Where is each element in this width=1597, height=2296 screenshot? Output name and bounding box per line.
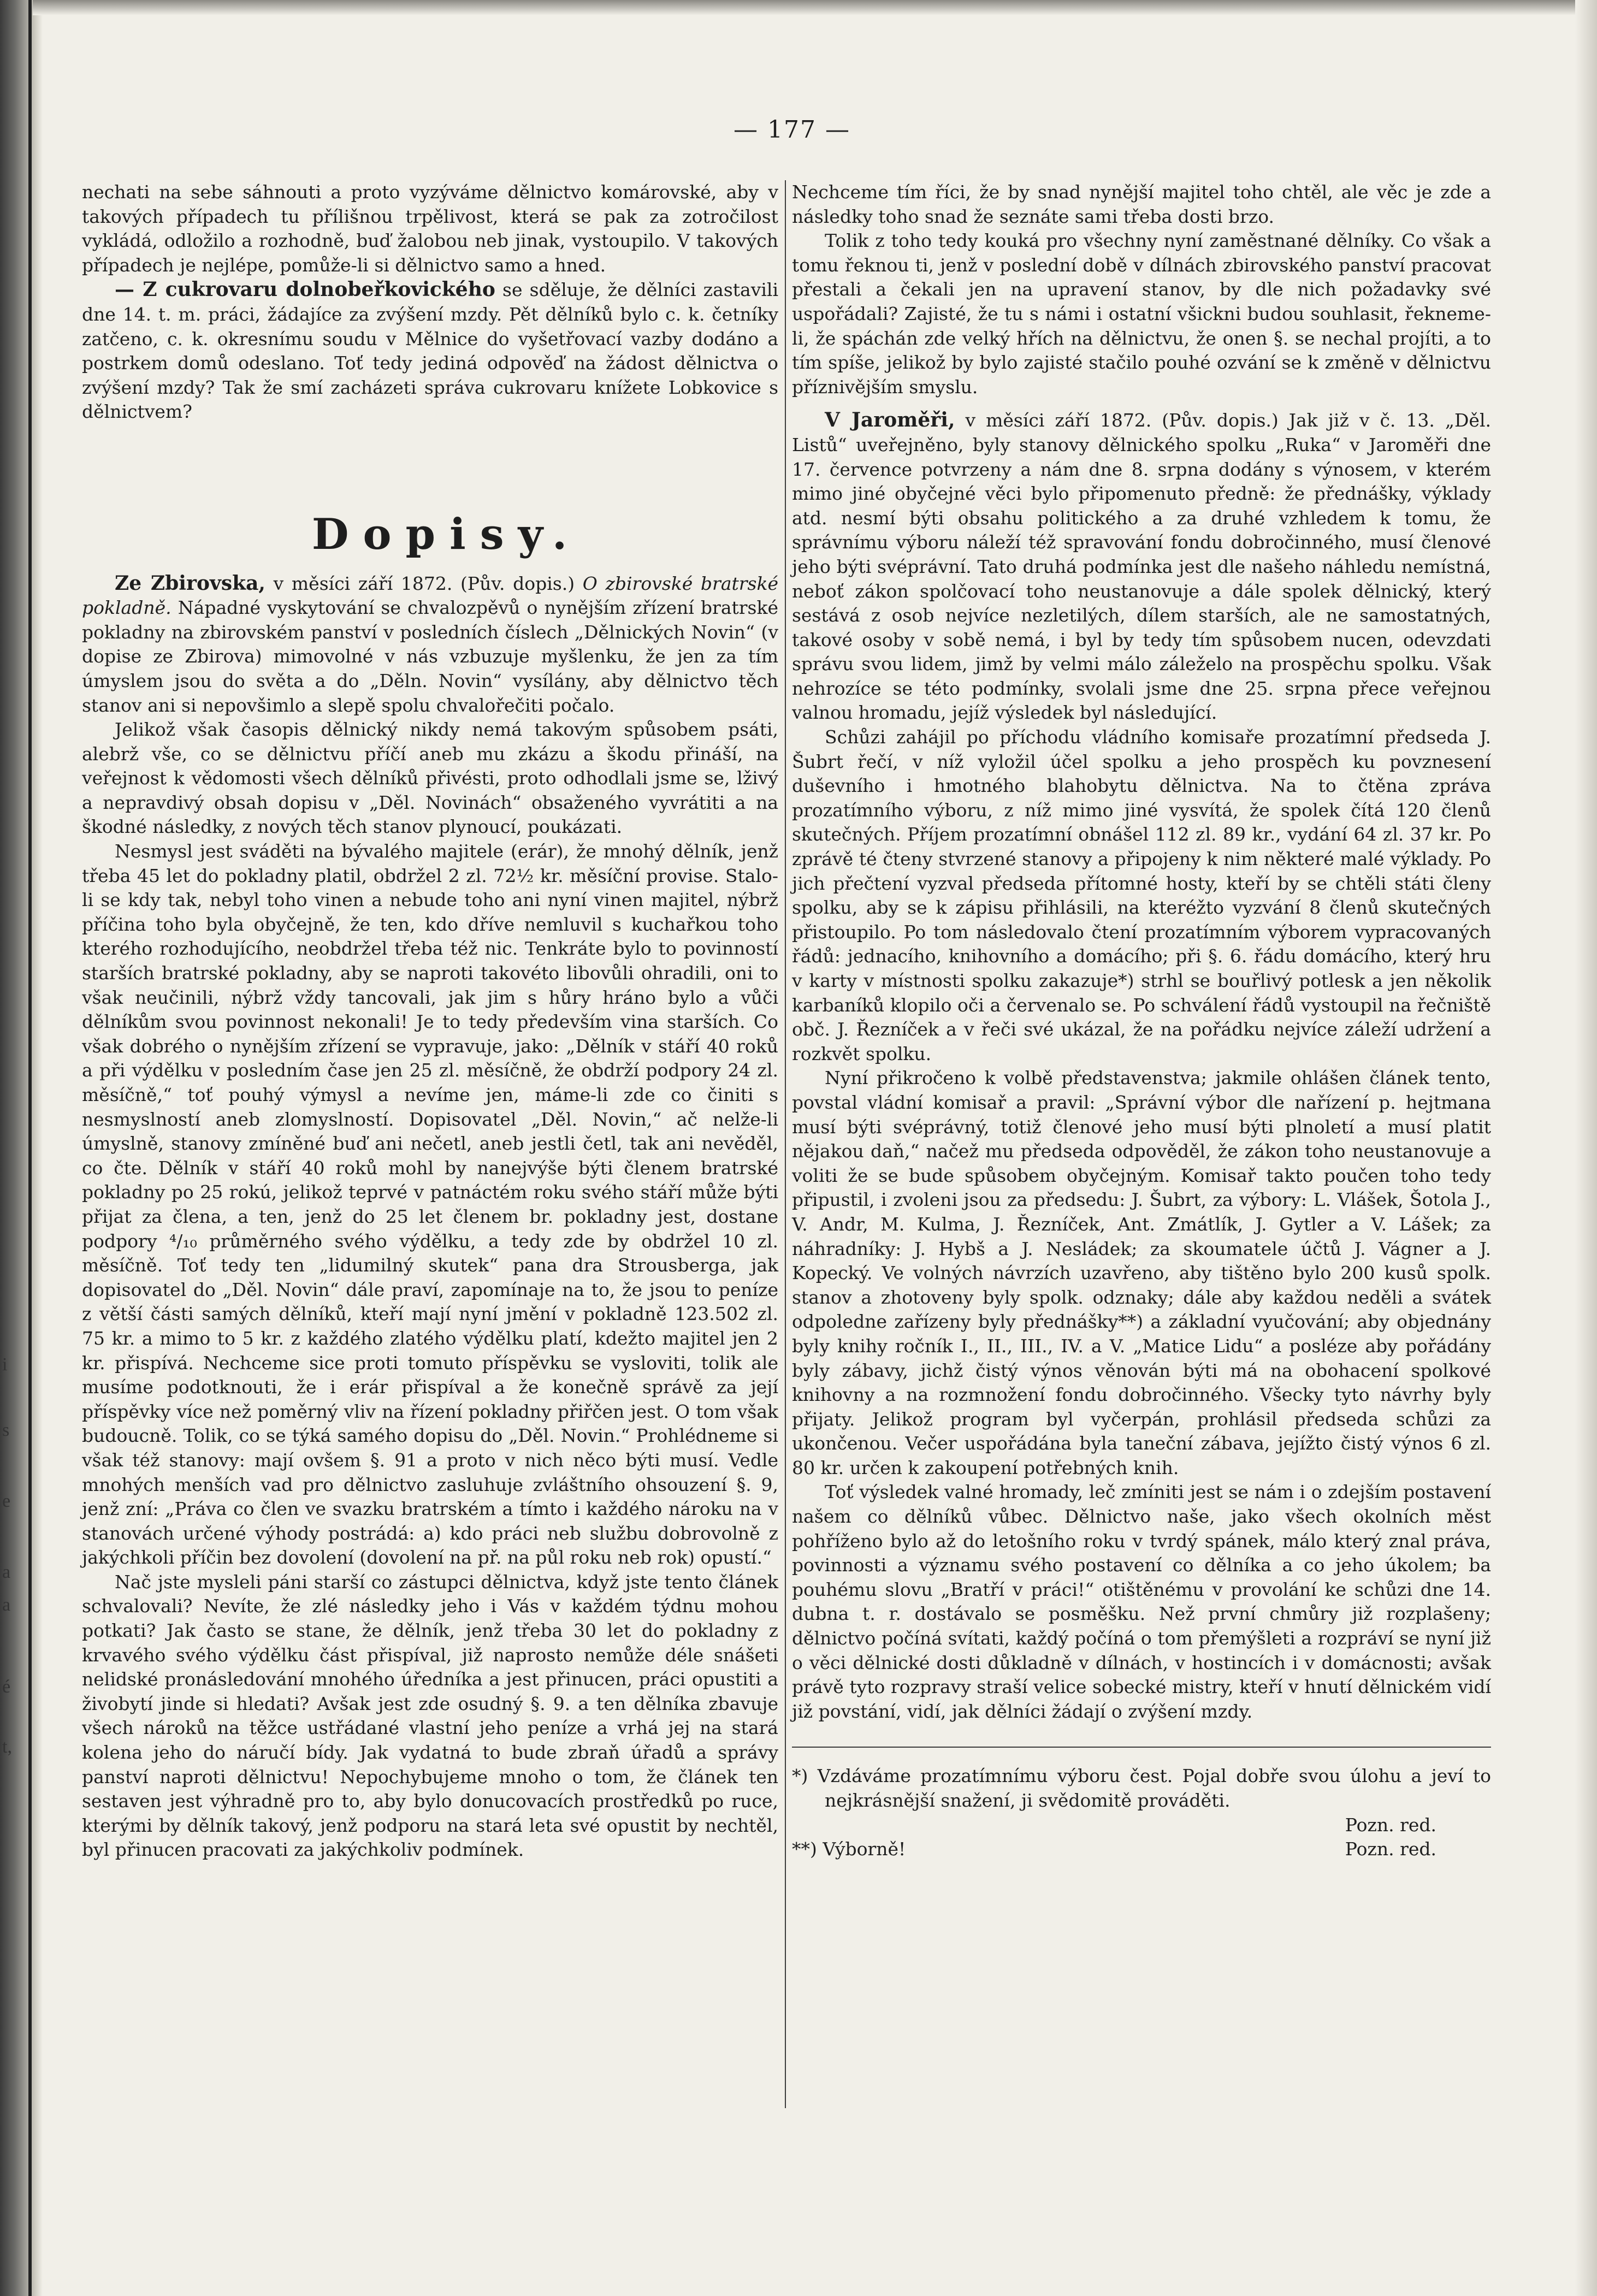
paragraph: Jelikož však časopis dělnický nikdy nemá takovým spůsobem psáti, alebrž vše, co se dělnictvu příčí aneb mu zkázu a škodu přináší, na veřejnost k vědomosti všech dělníků přivésti, proto odhodlali jsme se, lživý a nepravdivý obsah dopisu v „Děl. Novinách“ obsaženého vyvrátiti a na škodné následky, z nových těch stanov plynoucí, poukázati. [82,719,778,838]
margin-letter: a [2,1562,11,1582]
paragraph: Schůzi zahájil po příchodu vládního komisaře prozatímní předseda J. Šubrt řečí, v níž vyložil účel spolku a jeho prospěch ku povznesení duševního i hmotného blahobytu dělnictva. Na to čtěna zpráva prozatímního výboru, z níž mimo jiné vysvítá, že spolek čítá 120 členů skutečných. Příjem prozatímní obnášel 112 zl. 89 kr., vydání 64 zl. 37 kr. Po zprávě té čteny stvrzené stanovy a připojeny k nim některé malé výklady. Po jich přečtení vyzval předseda přítomné hosty, kteří by se chtěli státi členy spolku, aby se k zápisu přihlásili, na kteréžto vyzvání 8 členů skutečných přistoupilo. Po tom následovalo čtení prozatímním výborem vypracovaných řádů: jednacího, knihovního a domácího; při §. 6. řádu domácího, který hru v karty v místnosti spolku zakazuje*) strhl se bouřlivý potlesk a jen několik karbaníků klopilo oči a červenalo se. Po schválení řádů vystoupil na řečniště obč. J. Řezníček a v řeči své ukázal, že na pořádku nejvíce záleží udržení a rozkvět spolku. [792,726,1491,1064]
book-spine-shadow [0,0,43,2296]
margin-letter: i [2,1354,8,1375]
paragraph: Tolik z toho tedy kouká pro všechny nyní zaměstnané dělníky. Co však a tomu řeknou ti, jenž v poslední době v dílnách zbirovského panství pracovat přestali a čekali jen na upravení stanov, by dle nich požadavky své uspořádali? Zajisté, že tu s námi i ostatní všickni budou souhlasit, řekneme-li, že spáchán zde velký hřích na dělnictvu, že onen §. se nechal projíti, a to tím spíše, jelikož by bylo zajisté stačilo pouhé ozvání se k změně v dělnictvu příznivějším smyslu. [792,230,1491,398]
article-text: se sděluje, že dělníci zastavili dne 14. t. m. práci, žádajíce za zvýšení mzdy. Pět dělníků bylo c. k. četníky zatčeno, c. k. okresnímu soudu v Mělnice do vyšetřovací vazby dodáno a postrkem domů odeslano. Toť tedy jediná odpověď na žádost dělnictva o zvýšení mzdy? Tak že smí zacházeti správa cukrovaru knížete Lobkovice s dělnictvem? [82,279,778,423]
paragraph: nechati na sebe sáhnouti a proto vyzýváme dělnictvo komárovské, aby v takových případech tu přílišnou trpělivost, která se pak za zotročilost vykládá, odložilo a rozhodně, buď žalobou neb jinak, vystoupilo. V takových případech je nejlépe, pomůže-li si dělnictvo samo a hned. [82,181,778,276]
margin-letter: e [2,1491,11,1511]
footnote-row [792,1837,1491,1862]
footnote: *) Vzdáváme prozatímnímu výboru čest. Pojal dobře svou úlohu a jeví to nejkrásnější snažení, ji svědomitě prováděti. [792,1765,1491,1811]
book-spine-line [28,0,32,2296]
page-number: — 177 — [734,116,850,144]
article-heading: Ze Zbirovska, [115,571,265,595]
article-heading: — Z cukrovaru dolnobeřkovického [115,278,495,301]
footnotes [792,1764,1491,1861]
article-subtitle: O zbirovské bratrské pokladně. [82,572,779,619]
right-column [792,180,1491,1862]
top-edge-shadow [33,0,1597,15]
section-title: Dopisy. [311,509,582,559]
article-text: v měsíci září 1872. (Pův. dopis.) Jak již v č. 13. „Děl. Listů“ uveřejněno, byly stanovy dělnického spolku „Ruka“ v Jaroměři dne 17. července potvrzeny a nám dne 8. srpna dodány s výnosem, v kterém mimo jiné obyčejné věci bylo připomenuto předně: že přednášky, výklady atd. nesmí býti obsahu politického a za druhé vzhledem k tomu, že správnímu výboru náleží též spravování fondu dobročinného, musí členové jeho býti svéprávní. Tato druhá podmínka jest dle našeho náhledu nemístná, neboť zákon spolčovací toho neustanovuje a dále spolek dělnický, který sestává z osob nejvíce nezletilých, dílem starších, ale ne samostatných, takové osoby v sobě nemá, i byl by tedy tím spůsobem nucen, odevzdati správu svou lidem, jimž by velmi málo záleželo na prospěchu spolku. Však nehrozíce se této podmínky, svolali jsme dne 25. srpna přece veřejnou valnou hromadu, jejíž výsledek byl následující. [792,410,1491,724]
paragraph-zbirovsko [82,571,778,718]
paragraph-cukrovar [82,277,778,424]
paragraph: Nyní přikročeno k volbě představenstva; jakmile ohlášen článek tento, povstal vládní komisař a pravil: „Správní výbor dle nařízení p. hejtmana musí býti svéprávný, totiž členové jeho musí býti plnoletí a musí platit nějakou daň,“ načež mu předseda odpověděl, že zákon toho neustanovuje a voliti že se bude spůsobem obyčejným. Komisař takto poučen toho tedy připustil, i zvoleni jsou za předsedu: J. Šubrt, za výbory: L. Vlášek, Šotola J., V. Andr, M. Kulma, J. Řezníček, Ant. Zmátlík, J. Gytler a V. Lášek; za náhradníky: J. Hybš a J. Nesládek; za skoumatele účtů J. Vágner a J. Kopecký. Ve volných návrzích uzavřeno, aby tištěno bylo 200 kusů spolk. stanov a zhotoveny byly spolk. odznaky; dále aby každou neděli a svátek odpoledne zařízeny byly přednášky**) a základní vyučování; aby objednány byly knihy ročník I., II., III., IV. a V. „Matice Lidu“ a posléze aby pořádány byly zábavy, jichž čistý výnos věnován býti má na obohacení spolkové knihovny a na rozmnožení fondu dobročinného. Všecky tyto návrhy byly přijaty. Jelikož program byl vyčerpán, prohlásil předseda schůzi za ukončenou. Večer uspořádána byla taneční zábava, jejížto čistý výnos 6 zl. 80 kr. určen k zakoupení potřebných knih. [792,1067,1491,1478]
footnote-signature: Pozn. red. [1345,1838,1436,1860]
margin-letter: é [2,1677,11,1697]
footnote: **) Výborně! [792,1838,906,1860]
article-dateline: v měsíci září 1872. (Pův. dopis.) [273,572,575,594]
paragraph: Nechceme tím říci, že by snad nynější majitel toho chtěl, ale věc je zde a následky toho snad že seznáte sami třeba dosti brzo. [792,181,1491,227]
margin-letter: s [2,1420,10,1440]
margin-letter: t, [2,1737,12,1757]
paragraph: Nač jste mysleli páni starší co zástupci dělnictva, když jste tento článek schvalovali? Nevíte, že zlé následky jeho i Vás v každém týdnu mohou potkati? Jak často se stane, že dělník, jenž třeba 30 let do pokladny z krvavého svého výdělku část přispíval, již naprosto nemůže déle snášeti nelidské pronásledování mnohého úředníka a jest přinucen, práci opustiti a živobytí jinde si hledati? Avšak jest zde osudný §. 9. a ten dělníka zbavuje všech nároků na těžce ustřádané vlastní jeho peníze a vrhá jej na stará kolena jeho do náručí bídy. Jak vydatná to bude zbraň úřadů a správy panství naproti dělnictvu! Nepochybujeme mnoho o tom, že článek ten sestaven jest výhradně pro to, aby bylo donucovacích prostředků po ruce, kterými by dělník takový, jenž podporu na stará leta své opustit by nechtěl, byl přinucen pracovati za jakýchkoliv podmínek. [82,1571,778,1861]
paragraph: Toť výsledek valné hromady, leč zmíniti jest se nám i o zdejším postavení našem co dělníků vůbec. Dělnictvo naše, jako všech okolních měst pohříženo bylo až do letošního roku v tvrdý spánek, málo který znal práva, povinnosti a významu svého postavení co dělníka a co jeho úkolem; ba pouhému slovu „Bratří v práci!“ otištěnému v provolání ke schůzi dne 14. dubna t. r. dostávalo se posměšku. Než první chmůry již rozplašeny; dělnictvo počíná svítati, každý počíná o tom přemýšleti a rozpráví se nyní již o věci dělnické dosti důkladně v dílnách, v hostincích i v domácnosti; avšak právě tyto rozpravy straší velice sobecké mistry, kteří v hnutí dělnickém vidí již povstání, vidí, jak dělníci žádají o zvýšení mzdy. [792,1481,1491,1722]
left-column [82,180,778,1862]
footnote-rule [792,1747,1491,1748]
paragraph-jaromer [792,408,1491,725]
footnote-signature: Pozn. red. [1345,1814,1436,1836]
article-heading: V Jaroměři, [825,409,955,432]
right-edge-shadow [1575,0,1597,2296]
margin-letter: a [2,1595,11,1615]
column-rule [785,180,786,2108]
paragraph: Nesmysl jest sváděti na bývalého majitele (erár), že mnohý dělník, jenž třeba 45 let do pokladny platil, obdržel 2 zl. 72½ kr. měsíční provise. Stalo-li se kdy tak, nebyl toho vinen a nebude toho ani nyní vinen majitel, nýbrž příčina toho byla obyčejně, že ten, kdo dříve nemluvil s kuchařkou toho kterého rozhodujícího, neobdržel třeba též nic. Tenkráte bylo to povinností starších bratrské pokladny, aby se naproti takovéto libovůli ohradili, oni to však neučinili, nýbrž vždy tancovali, jak jim s hůry hráno bylo a vůči dělníkům svou povinnost nekonali! Je to tedy především vina starších. Co však dobrého o nynějším zřízení se vypravuje, jako: „Dělník v stáří 40 roků a při výdělku v posledním čase jen 25 zl. měsíčně, že obdrží podpory 24 zl. měsíčně,“ toť pouhý výmysl a nevíme jen, máme-li zde co činiti s nesmyslností aneb zlomyslností. Dopisovatel „Děl. Novin,“ ač nelže-li úmyslně, stanovy zmíněné buď ani nečetl, aneb jestli četl, tak ani nevěděl, co čte. Dělník v stáří 40 roků mohl by nanejvýše býti členem bratrské pokladny po 25 rokú, jelikož teprvé v patnáctém roku svého stáří může býti přijat za člena, a ten, jenž do 25 let členem br. pokladny jest, dostane podpory ⁴/₁₀ průměrného svého výdělku, a tedy zde by obdržel 10 zl. měsíčně. Toť tedy ten „lidumilný skutek“ pana dra Strousberga, jak dopisovatel do „Děl. Novin“ dále praví, zapomínaje na to, že jsou to peníze z větší části samých dělníků, kteří mají nyní jmění v pokladně 123.502 zl. 75 kr. a mimo to 5 kr. z každého zlatého výdělku platí, kdežto majitel jen 2 kr. přispívá. Nechceme sice proti tomuto příspěvku se vysloviti, tolik ale musíme podotknouti, že i erár přispíval a že konečně správě za její příspěvky více než poměrný vliv na řízení pokladny přiřčen jest. O tom však budoucně. Tolik, co se týká samého dopisu do „Děl. Novin.“ Prohlédneme si však též stanovy: mají ovšem §. 91 a proto v nich něco býti musí. Vedle mnohých menších vad pro dělnictvo zasluhuje zvláštního ohsouzení §. 9, jenž zní: „Práva co člen ve svazku bratrském a tímto i každého nároku na v stanovách určené výhody postrádá: a) kdo práci neb službu dobrovolně z jakýchkoli příčin bez dovolení (dovolení na př. na půl roku neb rok) opustí.“ [82,841,778,1569]
article-text: Nápadné vyskytování se chvalozpěvů o nynějším zřízení bratrské pokladny na zbirovském panství v posledních číslech „Dělnických Novin“ (v dopise ze Zbirova) mimovolné v nás vzbuzuje myšlenku, že jen za tím úmyslem jsou do světa a do „Děln. Novin“ vysílány, aby dělnictvo těch stanov ani si nepovšimlo a slepě spolu chvalořečiti počalo. [82,597,778,716]
